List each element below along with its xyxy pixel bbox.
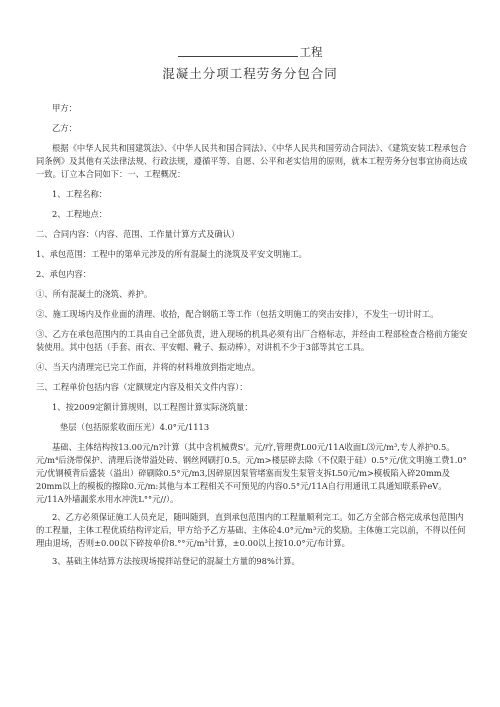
project-title-suffix: 工程 <box>299 45 323 59</box>
content-item-2: ②、施工现场内及作业面的清理、收拾，配合钢筋工等工作（包括文明施工的突击安排），不发生一切计时工。 <box>36 309 439 319</box>
contract-body <box>36 102 472 575</box>
contract-title: 混凝土分项工程劳务分包合同 <box>162 66 338 81</box>
preamble-paragraph: 根据《中华人民共和国建筑法》、《中华人民共和国合同法》、《中华人民共和国劳动合同法》、《建筑安装工程承包合同条例》及其他有关法律法规、行政法规，遵循平等、自愿、公平和老实信用的原则，就本工程劳务分包事宜协商达成一致。订立本合同如下：一、工程概况： <box>36 143 468 179</box>
content-item-3: ③、乙方在承包范围内的工具由自己全部负责，进入现场的机具必须有出厂合格标志，并经由工程部检查合格前方能安装使用。其中包括（手套、雨衣、平安帽、靴子、振动棒），对讲机不少于3部等其它工具。 <box>36 329 468 352</box>
party-a-line: 甲方： <box>52 103 77 113</box>
project-name-blank <box>178 46 298 57</box>
pricing-rule-line: 1、按2009定额计算规则，以工程图计算实际浇筑量： <box>52 402 253 412</box>
staffing-paragraph: 2、乙方必须保证施工人员充足，随叫随到，直到承包范围内的工程量顺利完工。如乙方全部合格完成承包范围内的工程量，主体工程优质结构评定后，甲方给予乙方基础、主体砼4.0°元/m³元的奖励。主体施工完以前，不得以任何理由退场，否则±0.00以下碎按单价8.°°元/m³计算，±0.00以上按10.0°元/布计算。 <box>36 512 466 548</box>
cushion-price-line: 垫层（包括原浆收面压光）4.0°元/1113 <box>60 422 210 432</box>
structure-price-paragraph: 基础、主体结构按13.00元/n?计算（其中含机械费S'。元/疗,管理费L00元/11A收面L⑶元/m³,专人养护0.5。元/m⁴后浇带保护、清理后浇带溢处砖、钢丝网刷打0.5。元/m>楼层碎去除（不仅限于硅）0.5°元/优文明施工费1.0°元/优钢模背后盛装（溢出）碎刷除0.5°元/m3,因碎原因泵管堵塞而发生泵管支拆L50元/m>模板陷入碎20mm及20mm以上的模板的擦除0.元/m:其他与本工程相关不可预见的内容0.5°元/11A自行用通讯工具通知联系砕eV。元/11A外墙漏浆水用水冲洗L°°元//）。 <box>36 442 467 504</box>
content-item-1: ①、所有混凝土的浇筑、养护。 <box>36 289 153 299</box>
party-b-line: 乙方： <box>52 123 77 133</box>
content-item-4: ④、当天内清理完已完工作面，并将的材料堆放到指定地点。 <box>36 362 261 372</box>
scope-paragraph: 1、承包范围：工程中的第单元涉及的所有混凝土的浇筑及平安文明施工。 <box>36 249 307 259</box>
section-heading-3: 三、工程单价包括内容（定额规定内容及相关文件内容）： <box>36 382 248 392</box>
project-name-line: 1、工程名称： <box>52 189 108 199</box>
section-heading-2: 二、合同内容：（内容、范围、工作量计算方式及确认） <box>36 229 240 239</box>
project-title <box>0 44 500 60</box>
content-heading: 2、承包内容： <box>36 269 92 279</box>
settlement-paragraph: 3、基础主体结算方法按现场搅拌站登记的混凝土方量的98%计算。 <box>52 556 300 566</box>
project-location-line: 2、工程地点： <box>52 209 108 219</box>
